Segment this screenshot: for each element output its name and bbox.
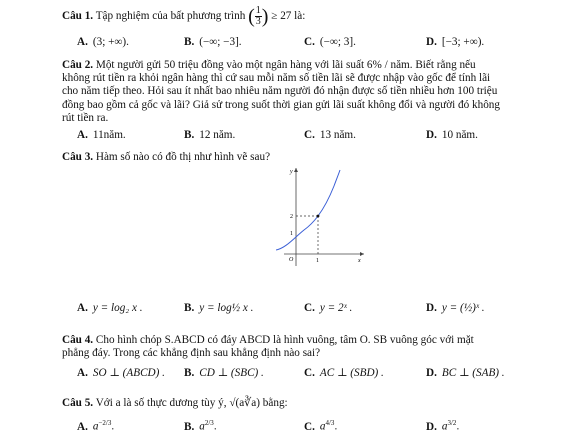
exponential-graph — [276, 164, 366, 269]
q1-option-c[interactable]: C. (−∞; 3]. — [304, 36, 356, 48]
question-2-line-4: đồng bao gồm cả gốc và lãi? Giả sử trong suốt thời gian gửi lãi suất không đổi và người đó không — [62, 98, 500, 111]
q3-option-a[interactable]: A. y = log₂ x . — [77, 302, 143, 314]
q1-option-b[interactable]: B. (−∞; −3]. — [184, 36, 242, 48]
q2-option-b[interactable]: B. 12 năm. — [184, 129, 236, 141]
q5-option-a[interactable]: A. $a^{-2/3}$. — [77, 419, 115, 433]
question-2-line-3: cho năm tiếp theo. Hỏi sau ít nhất bao nhiêu năm người đó nhận được số tiền nhiều hơn 100 triệu — [62, 85, 498, 98]
q5-option-c[interactable]: C. $a^{4/3}$. — [304, 419, 338, 433]
question-3-label: Câu 3. — [62, 151, 94, 163]
q3-option-c[interactable]: C. y = 2ˣ . — [304, 302, 353, 314]
y-axis-arrow-icon — [294, 168, 298, 172]
x-axis-label: x — [358, 258, 361, 264]
y-tick-2: 2 — [290, 214, 293, 220]
q3-option-d[interactable]: D. y = (½)ˣ . — [426, 302, 485, 314]
question-1: Câu 1. Tập nghiệm của bất phương trình ( $\frac{1}{3}$ ) ≥ 27 là: — [62, 5, 306, 28]
x-axis-arrow-icon — [360, 252, 364, 256]
q3-option-b[interactable]: B. y = log½ x . — [184, 302, 254, 314]
question-5-options — [77, 419, 547, 437]
question-2-line-2: không rút tiền ra khỏi ngân hàng thì cứ sau mỗi năm số tiền lãi sẽ được nhập vào gốc để tính lãi — [62, 72, 491, 85]
question-2-options — [77, 129, 547, 147]
question-2 — [62, 59, 532, 125]
q1-option-d[interactable]: D. [−3; +∞). — [426, 36, 485, 48]
question-4-options — [77, 367, 547, 385]
q2-option-c[interactable]: C. 13 năm. — [304, 129, 356, 141]
q4-option-a[interactable]: A. SO ⊥ (ABCD) . — [77, 367, 165, 379]
question-5-label: Câu 5. — [62, 397, 94, 409]
question-4-line-1: Câu 4. Cho hình chóp S.ABCD có đáy ABCD là hình vuông, tâm O. SB vuông góc với mặt — [62, 334, 474, 346]
question-1-inequality-rest: ≥ 27 là: — [271, 10, 306, 23]
origin-label: O — [289, 257, 294, 263]
question-2-line-1: Câu 2. Một người gửi 50 triệu đồng vào một ngân hàng với lãi suất 6% / năm. Biết rằng nếu — [62, 59, 476, 71]
q5-option-b[interactable]: B. $a^{2/3}$. — [184, 419, 217, 433]
question-5 — [62, 397, 562, 410]
question-5-text: Với a là số thực dương tùy ý, √(a∛a) bằng: — [95, 397, 288, 409]
question-3 — [62, 151, 562, 164]
x-tick-1: 1 — [316, 258, 319, 264]
question-2-line-5: rút tiền ra. — [62, 111, 109, 124]
q4-option-c[interactable]: C. AC ⊥ (SBD) . — [304, 367, 384, 379]
question-1-options — [77, 36, 547, 54]
point-1-2 — [317, 215, 320, 218]
question-3-text: Hàm số nào có đồ thị như hình vẽ sau? — [95, 151, 271, 163]
question-3-options — [77, 302, 547, 324]
q2-option-a[interactable]: A. 11năm. — [77, 129, 126, 141]
q5-option-d[interactable]: D. $a^{3/2}$. — [426, 419, 460, 433]
question-1-text: Tập nghiệm của bất phương trình — [95, 10, 246, 23]
question-4-line-2: phẳng đáy. Trong các khẳng định sau khẳng định nào sai? — [62, 347, 321, 360]
q2-option-d[interactable]: D. 10 năm. — [426, 129, 478, 141]
exponential-curve — [276, 170, 340, 250]
q1-option-a[interactable]: A. (3; +∞). — [77, 36, 129, 48]
y-axis-label: y — [290, 169, 293, 175]
question-4 — [62, 334, 542, 360]
fraction-one-third: $\frac{1}{3}$ — [255, 5, 261, 27]
q4-option-b[interactable]: B. CD ⊥ (SBC) . — [184, 367, 264, 379]
y-tick-1: 1 — [290, 231, 293, 237]
q4-option-d[interactable]: D. BC ⊥ (SAB) . — [426, 367, 505, 379]
question-1-label: Câu 1. — [62, 10, 94, 23]
